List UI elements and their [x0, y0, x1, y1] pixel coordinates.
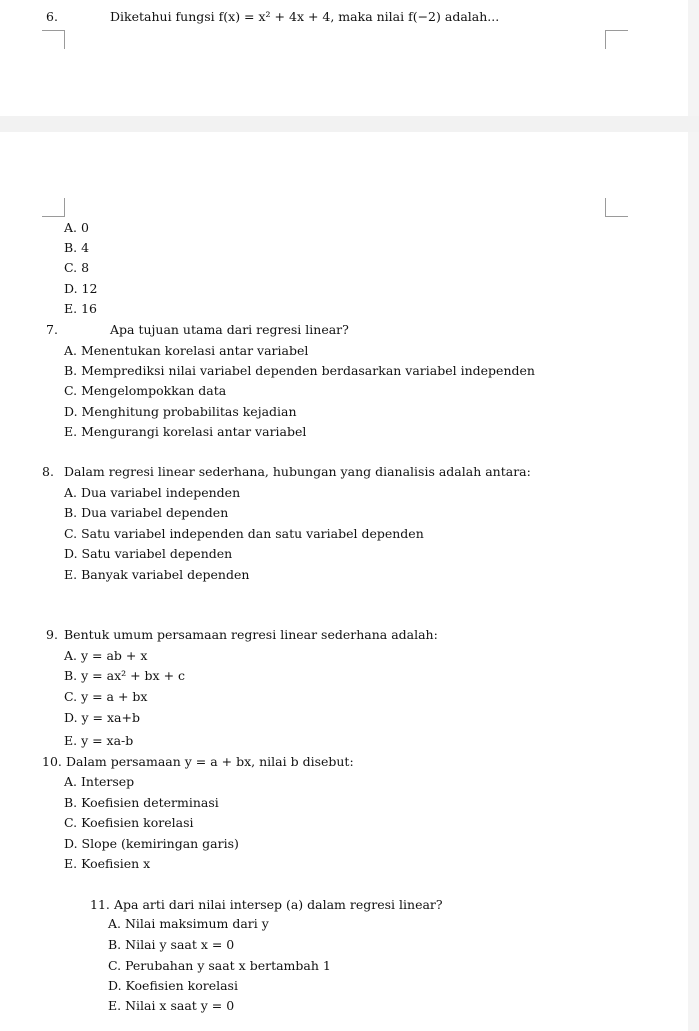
question-7-option-d: D. Menghitung probabilitas kejadian: [64, 404, 297, 419]
crop-mark-bottom-left: [42, 198, 65, 217]
question-11-option-b: B. Nilai y saat x = 0: [108, 937, 235, 952]
question-9-stem: Bentuk umum persamaan regresi linear sederhana adalah:: [64, 627, 438, 642]
question-8-option-e: E. Banyak variabel dependen: [64, 567, 250, 582]
question-10-option-d: D. Slope (kemiringan garis): [64, 836, 239, 851]
page-edge: [688, 0, 699, 1031]
question-8-option-b: B. Dua variabel dependen: [64, 505, 229, 520]
question-10-option-e: E. Koefisien x: [64, 856, 151, 871]
question-8-number: 8.: [42, 464, 54, 479]
question-9-option-d: D. y = xa+b: [64, 710, 140, 725]
question-7-option-b: B. Memprediksi nilai variabel dependen berdasarkan variabel independen: [64, 363, 535, 378]
question-8-stem: Dalam regresi linear sederhana, hubungan yang dianalisis adalah antara:: [64, 464, 531, 479]
question-7-option-c: C. Mengelompokkan data: [64, 383, 227, 398]
question-9-option-b: B. y = ax² + bx + c: [64, 668, 186, 683]
question-7-option-e: E. Mengurangi korelasi antar variabel: [64, 424, 307, 439]
question-7-number: 7.: [46, 322, 58, 337]
question-9-option-c: C. y = a + bx: [64, 689, 148, 704]
question-7-stem: Apa tujuan utama dari regresi linear?: [110, 322, 349, 337]
question-6-option-d: D. 12: [64, 281, 98, 296]
question-11-stem: Apa arti dari nilai intersep (a) dalam regresi linear?: [114, 897, 443, 912]
question-8-option-c: C. Satu variabel independen dan satu variabel dependen: [64, 526, 424, 541]
question-8-option-d: D. Satu variabel dependen: [64, 546, 233, 561]
crop-mark-top-left: [42, 30, 65, 49]
question-10-stem: Dalam persamaan y = a + bx, nilai b disebut:: [66, 754, 354, 769]
question-10-option-b: B. Koefisien determinasi: [64, 795, 219, 810]
question-8-option-a: A. Dua variabel independen: [64, 485, 241, 500]
question-9-option-e: E. y = xa-b: [64, 733, 134, 748]
question-9-number: 9.: [46, 627, 58, 642]
question-10-option-c: C. Koefisien korelasi: [64, 815, 194, 830]
question-6-option-c: C. 8: [64, 260, 90, 275]
question-11-option-d: D. Koefisien korelasi: [108, 978, 238, 993]
question-10-number: 10.: [42, 754, 62, 769]
question-7-option-a: A. Menentukan korelasi antar variabel: [64, 343, 309, 358]
question-11-option-a: A. Nilai maksimum dari y: [108, 916, 269, 931]
question-6-number: 6.: [46, 9, 58, 24]
page-break-band: [0, 116, 699, 132]
question-11-number: 11.: [90, 897, 110, 912]
crop-mark-bottom-right: [605, 198, 628, 217]
question-11-option-c: C. Perubahan y saat x bertambah 1: [108, 958, 331, 973]
question-6-option-b: B. 4: [64, 240, 90, 255]
question-9-option-a: A. y = ab + x: [64, 648, 148, 663]
question-6-option-e: E. 16: [64, 301, 97, 316]
question-6-option-a: A. 0: [64, 220, 89, 235]
question-6-stem: Diketahui fungsi f(x) = x² + 4x + 4, maka nilai f(−2) adalah...: [110, 9, 500, 24]
question-11-option-e: E. Nilai x saat y = 0: [108, 998, 235, 1013]
crop-mark-top-right: [605, 30, 628, 49]
question-10-option-a: A. Intersep: [64, 774, 135, 789]
